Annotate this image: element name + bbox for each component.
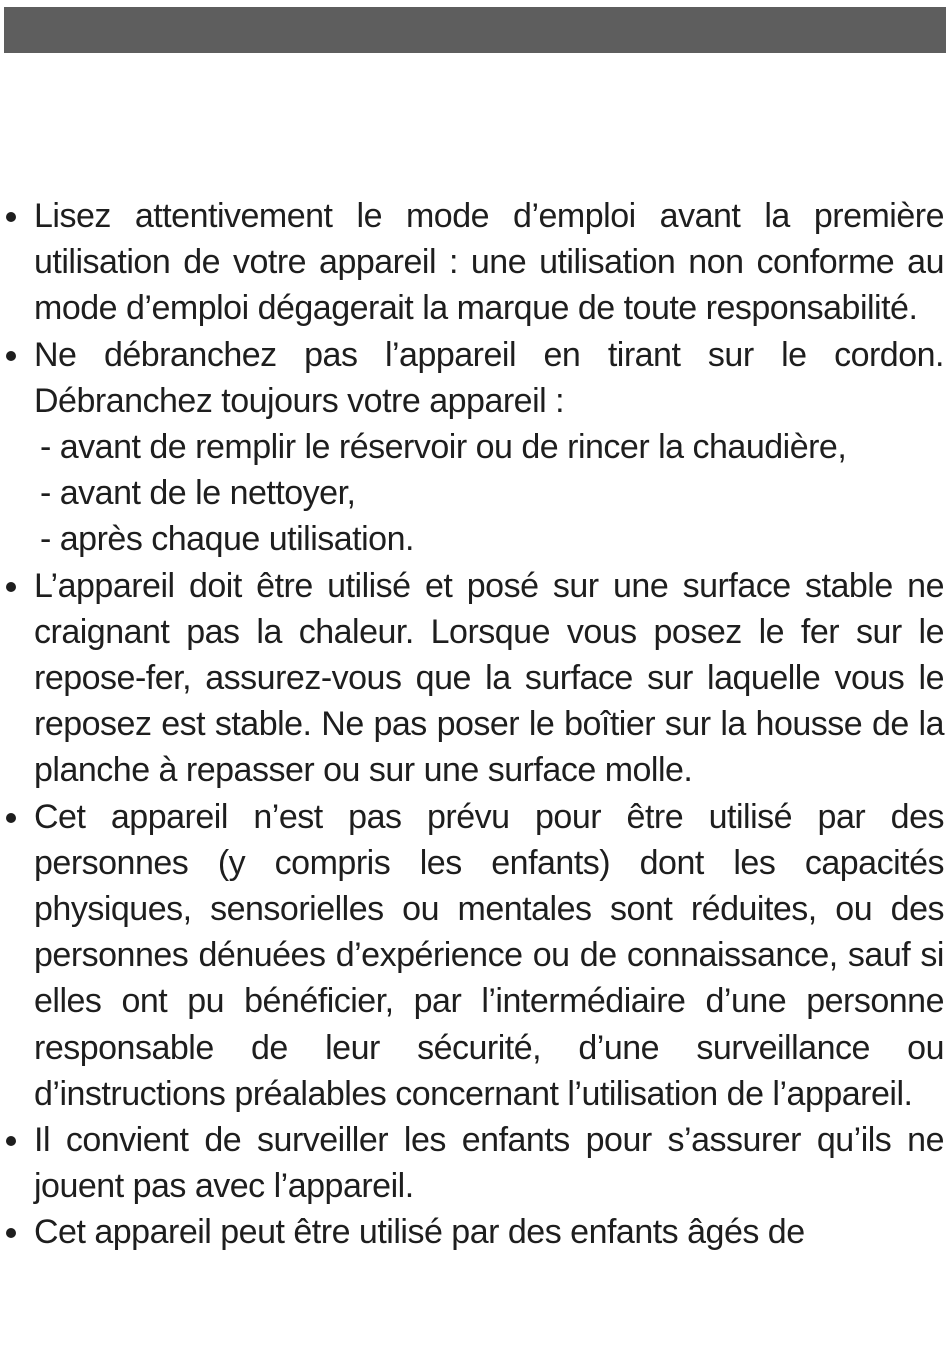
subitem: - après chaque utilisation. (40, 520, 414, 559)
safety-instructions-list (0, 193, 950, 1256)
bullet-dot-icon (6, 212, 16, 222)
subitem: - avant de le nettoyer, (40, 474, 356, 513)
bullet-dot-icon (6, 582, 16, 592)
bullet-text: Cet appareil peut être utilisé par des enfants âgés de (34, 1213, 805, 1252)
bullet-dot-icon (6, 813, 16, 823)
bullet-item-unplug (0, 332, 950, 563)
bullet-text: Cet appareil n’est pas prévu pour être utilisé par des personnes (y compris les enfants) dont les capacités physiques, sensorielles ou mentales sont réduites, ou des personnes dénuées d’expérience ou de connaissance, sauf si elles ont pu bénéficier, par l’intermédiaire d’une personne responsable de leur sécurité, d’une surveillance ou d’instructions préalables concernant l’utilisation de l’appareil. (34, 797, 944, 1113)
bullet-text: Il convient de surveiller les enfants pour s’assurer qu’ils ne jouent pas avec l’appareil. (34, 1121, 944, 1206)
bullet-text: Ne débranchez pas l’appareil en tirant sur le cordon. Débranchez toujours votre appareil : (34, 335, 944, 420)
bullet-dot-icon (6, 351, 16, 361)
bullet-item-stable-surface (0, 563, 950, 794)
bullet-text: L’appareil doit être utilisé et posé sur une surface stable ne craignant pas la chaleur. Lorsque vous posez le fer sur le repose-fer, assurez-vous que la surface sur laquelle vous le reposez est stable. Ne pas poser le boîtier sur la housse de la planche à repasser ou sur une surface molle. (34, 566, 944, 790)
bullet-item-children-age (0, 1209, 950, 1255)
bullet-item-reduced-capacities (0, 794, 950, 1117)
bullet-item-supervise-children (0, 1117, 950, 1209)
bullet-item-read-manual (0, 193, 950, 332)
header-bar (4, 7, 946, 53)
unplug-subitems (34, 424, 944, 563)
bullet-text: Lisez attentivement le mode d’emploi avant la première utilisation de votre appareil : une utilisation non conforme au mode d’emploi dégagerait la marque de toute responsabilité. (34, 197, 944, 328)
subitem: - avant de remplir le réservoir ou de rincer la chaudière, (40, 428, 847, 467)
bullet-dot-icon (6, 1228, 16, 1238)
bullet-dot-icon (6, 1136, 16, 1146)
